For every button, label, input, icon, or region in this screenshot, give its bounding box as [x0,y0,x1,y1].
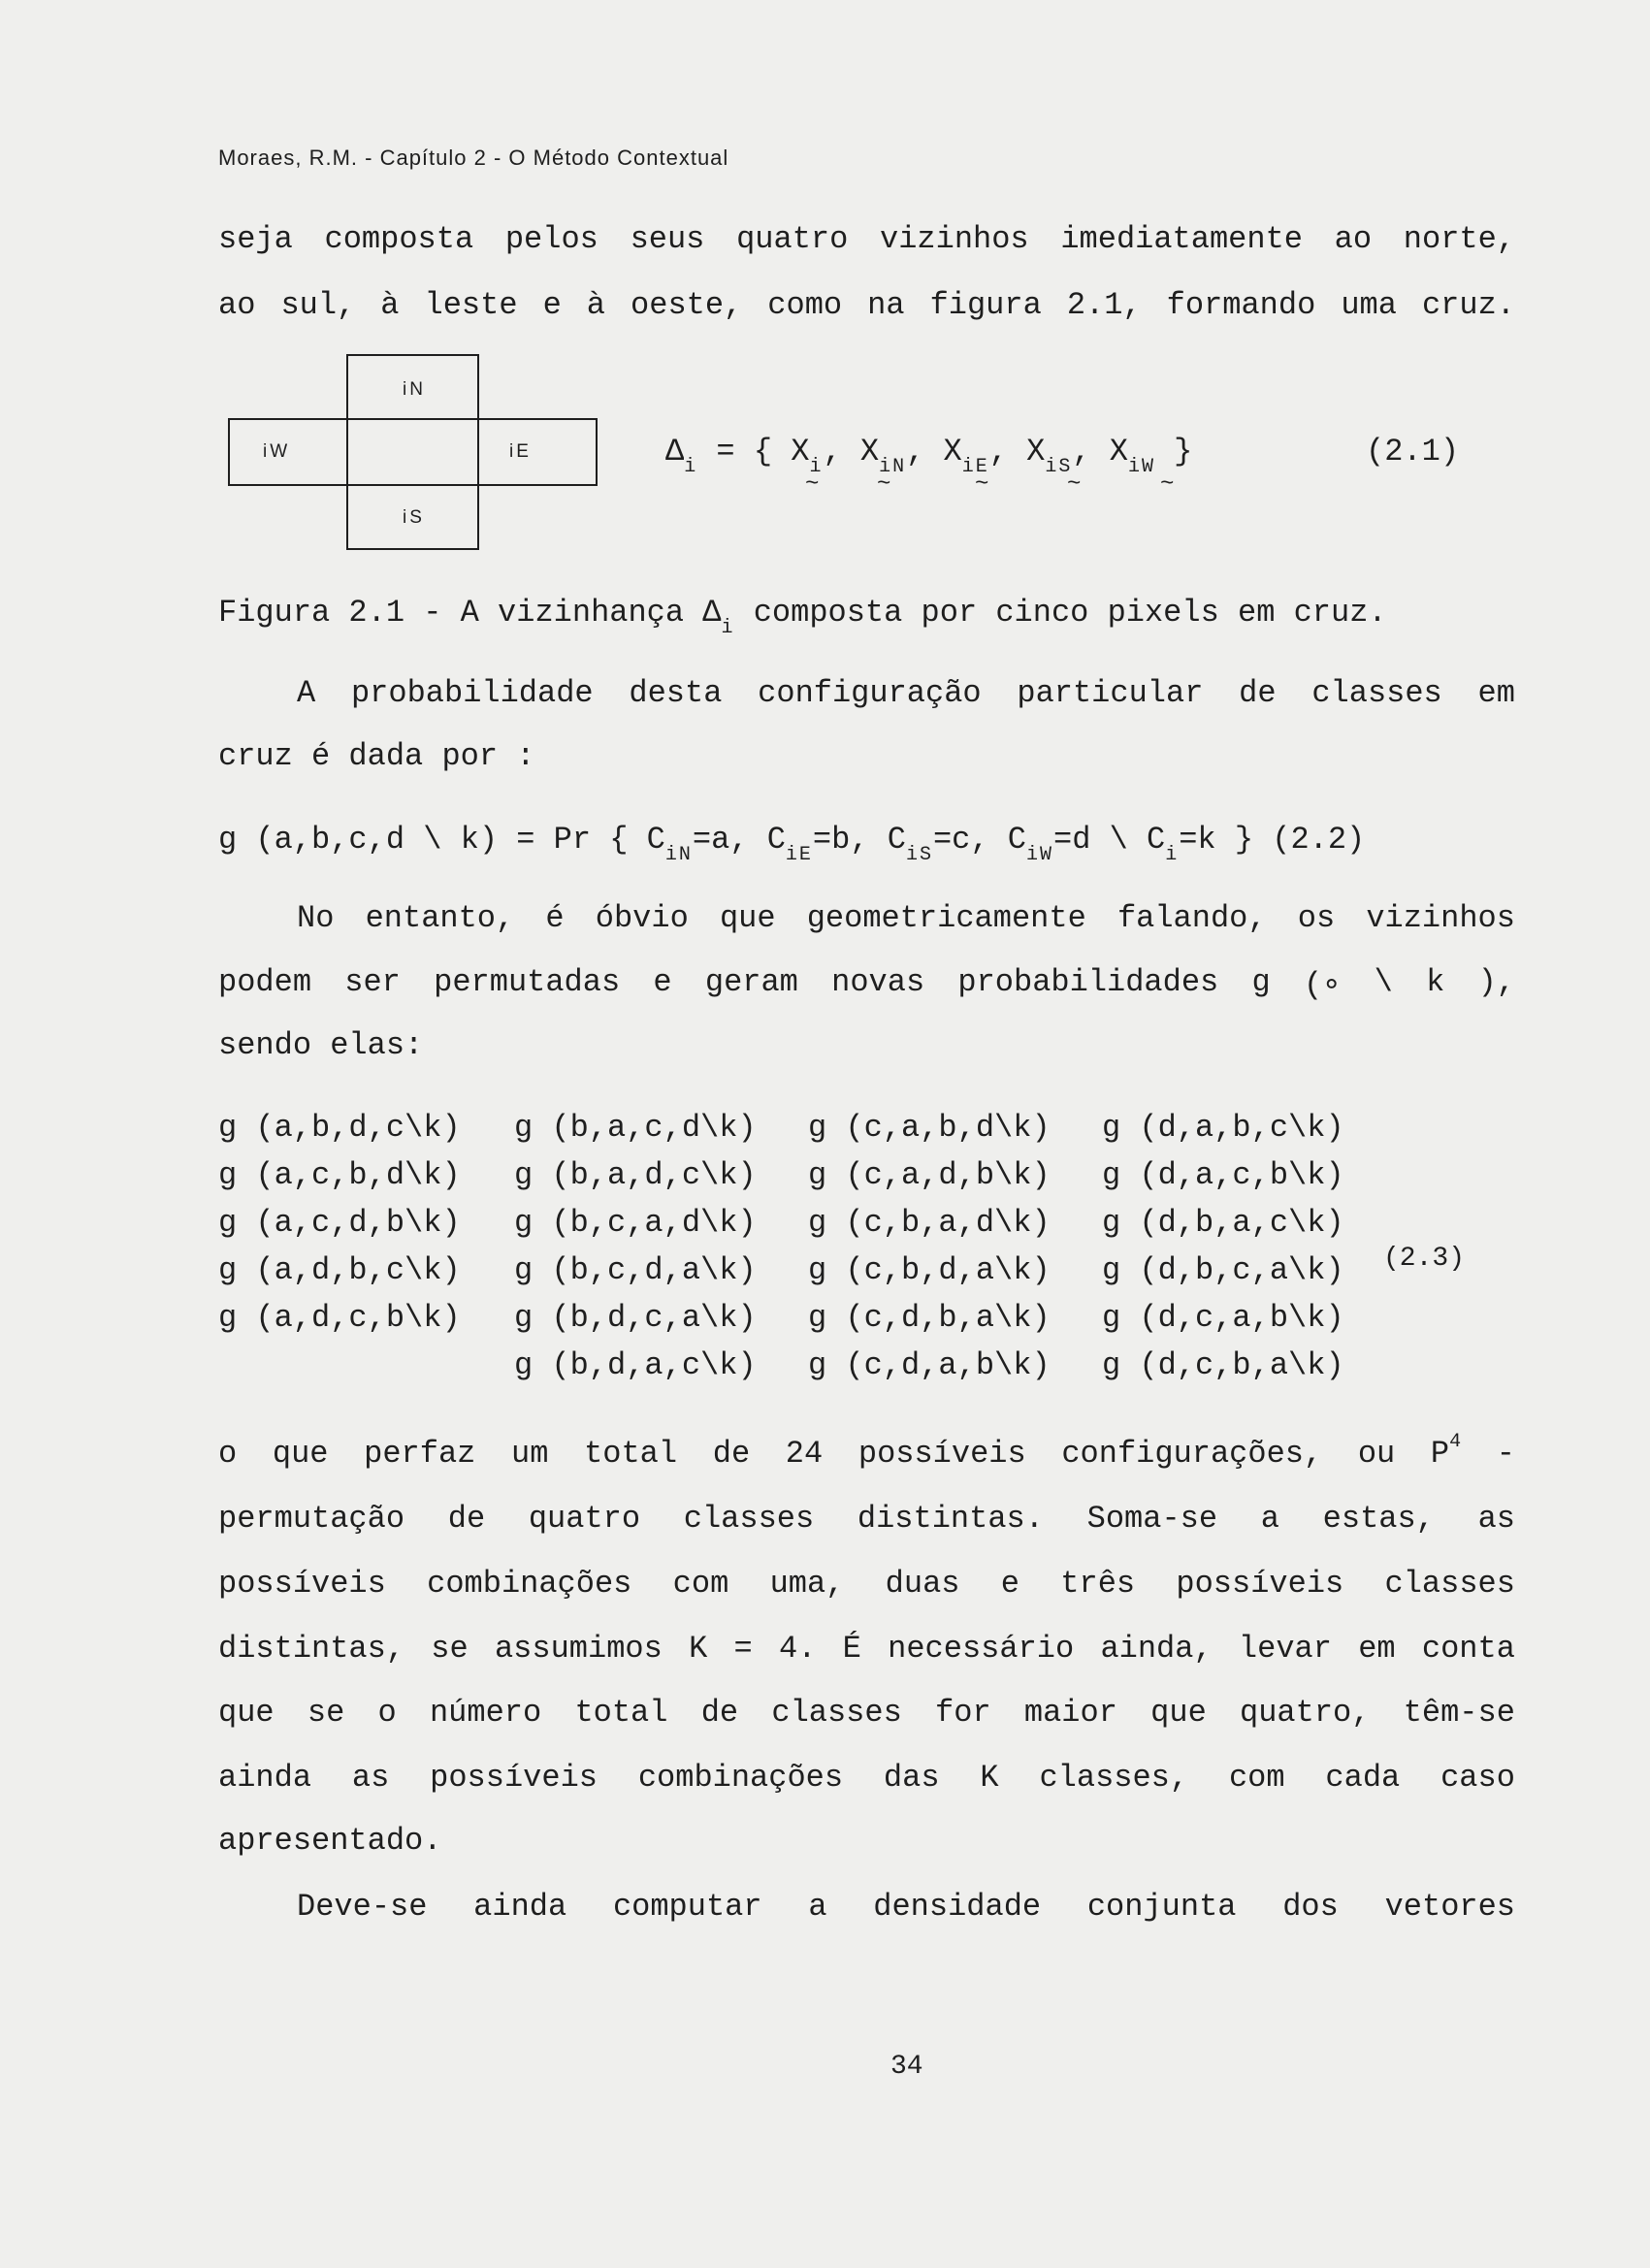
perm-item: g (a,b,d,c\k) [218,1110,461,1146]
perm-item: g (d,a,b,c\k) [1102,1110,1344,1146]
perm-item: g (d,c,a,b\k) [1102,1300,1344,1336]
perm-item: g (b,a,d,c\k) [514,1157,757,1193]
perm-item: g (a,c,d,b\k) [218,1205,461,1241]
tilde-2: ~ [877,471,891,498]
cell-north: iN [346,354,479,420]
cell-center [346,418,479,486]
para1-line1: seja composta pelos seus quatro vizinhos imediatamente ao norte, [218,221,1515,257]
para4-line6: ainda as possíveis combinações das K classes, com cada caso [218,1760,1515,1796]
perm-item: g (d,a,c,b\k) [1102,1157,1344,1193]
perm-item: g (a,d,b,c\k) [218,1252,461,1288]
cell-south: iS [346,484,479,550]
perm-item: g (c,a,d,b\k) [808,1157,1051,1193]
equation-2-2: g (a,b,c,d \ k) = Pr { $C_{iN}=a$, $C_{iE}=b$, $C_{iS}=c$, $C_{iW}=d$ \ $C_i=k$ } (2.2) [218,822,1366,866]
equation-2-1: $\Delta_i$ = { $X_i$, $X_{iN}$, $X_{iE}$, $X_{iS}$, $X_{iW}$ } [665,434,1193,478]
cell-west-label: iW [263,441,291,462]
para4-line4: distintas, se assumimos K = 4. É necessário ainda, levar em conta [218,1631,1515,1667]
perm-item: g (b,c,d,a\k) [514,1252,757,1288]
para2-line1: A probabilidade desta configuração particular de classes em [297,675,1515,711]
para4-line1: o que perfaz um total de 24 possíveis configurações, ou $P^4$ - [218,1431,1515,1472]
para3-line3: sendo elas: [218,1027,424,1063]
para4-line3: possíveis combinações com uma, duas e três possíveis classes [218,1566,1515,1602]
para3-line2: podem ser permutadas e geram novas probabilidades g (∘ \ k ), [218,964,1515,1003]
perm-item: g (b,d,c,a\k) [514,1300,757,1336]
perm-item: g (b,d,a,c\k) [514,1347,757,1383]
perm-item: g (d,b,a,c\k) [1102,1205,1344,1241]
para2-line2: cruz é dada por : [218,738,535,774]
para1-line2: ao sul, à leste e à oeste, como na figura 2.1, formando uma cruz. [218,287,1515,323]
perm-item: g (c,d,b,a\k) [808,1300,1051,1336]
running-header: Moraes, R.M. - Capítulo 2 - O Método Contextual [218,146,729,170]
perm-item: g (b,a,c,d\k) [514,1110,757,1146]
perm-item: g (c,b,d,a\k) [808,1252,1051,1288]
perm-item: g (c,d,a,b\k) [808,1347,1051,1383]
perm-item: g (c,b,a,d\k) [808,1205,1051,1241]
para3-line1: No entanto, é óbvio que geometricamente falando, os vizinhos [297,900,1515,936]
equation-2-1-label: (2.1) [1366,434,1460,470]
para5-line1: Deve-se ainda computar a densidade conjunta dos vetores [297,1889,1515,1925]
perm-item: g (a,c,b,d\k) [218,1157,461,1193]
perm-item: g (c,a,b,d\k) [808,1110,1051,1146]
tilde-5: ~ [1160,471,1175,498]
tilde-3: ~ [975,471,989,498]
para4-line2: permutação de quatro classes distintas. Soma-se a estas, as [218,1501,1515,1537]
para4-line5: que se o número total de classes for maior que quatro, têm-se [218,1695,1515,1731]
tilde-4: ~ [1067,471,1082,498]
cell-east-label: iE [509,441,532,462]
perm-item: g (a,d,c,b\k) [218,1300,461,1336]
perm-item: g (d,b,c,a\k) [1102,1252,1344,1288]
figure-caption: Figura 2.1 - A vizinhança $\Delta_i$ composta por cinco pixels em cruz. [218,595,1387,639]
page-number: 34 [890,2052,923,2082]
para4-line7: apresentado. [218,1823,442,1859]
perm-item: g (b,c,a,d\k) [514,1205,757,1241]
perm-item: g (d,c,b,a\k) [1102,1347,1344,1383]
equation-2-3-label: (2.3) [1383,1244,1466,1274]
tilde-1: ~ [805,471,820,498]
